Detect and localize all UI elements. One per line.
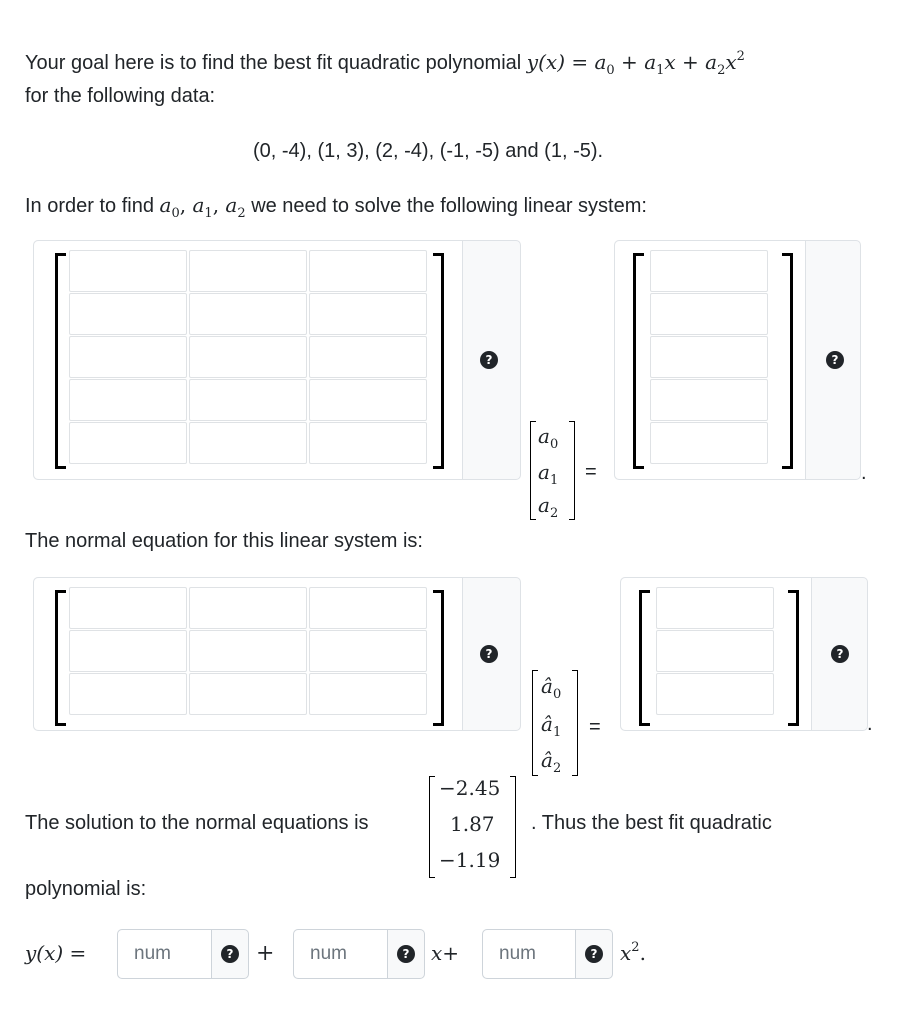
matrix-a-cell-0-0[interactable]	[69, 250, 187, 292]
normal-rhs-cell-1-0[interactable]	[656, 630, 774, 672]
plus-sign: +	[256, 941, 275, 966]
matrix-a-cell-3-0[interactable]	[69, 379, 187, 421]
intro-line-2: for the following data:	[25, 85, 216, 107]
matrix-a-cell-1-0[interactable]	[69, 293, 187, 335]
help-icon[interactable]: ?	[480, 645, 498, 663]
normal-matrix-cell-1-2[interactable]	[309, 630, 427, 672]
vector-a-hat-0: $â_0$	[541, 674, 562, 702]
normal-equation-label: The normal equation for this linear system is:	[25, 530, 423, 552]
help-icon[interactable]: ?	[480, 351, 498, 369]
normal-matrix-cell-0-2[interactable]	[309, 587, 427, 629]
vector-b-cell-0-0[interactable]	[650, 250, 768, 292]
matrix-a-cell-1-2[interactable]	[309, 293, 427, 335]
matrix-a-cell-4-0[interactable]	[69, 422, 187, 464]
solution-value-2: −1.19	[439, 848, 501, 872]
x-plus: x+	[431, 941, 460, 965]
matrix-a-cell-2-2[interactable]	[309, 336, 427, 378]
coefficient-a1-field	[293, 929, 425, 979]
period: .	[867, 713, 873, 735]
coefficient-a2-field	[482, 929, 613, 979]
system-prompt-before: In order to find	[25, 195, 154, 217]
system-prompt-after: we need to solve the following linear system:	[251, 195, 647, 217]
matrix-a-cell-2-1[interactable]	[189, 336, 307, 378]
polynomial-lhs: y(x) =	[25, 941, 87, 965]
normal-matrix-cell-0-0[interactable]	[69, 587, 187, 629]
solution-value-0: −2.45	[439, 776, 501, 800]
period: .	[861, 462, 867, 484]
x-squared: $x^2$.	[620, 940, 646, 965]
matrix-a-cell-4-1[interactable]	[189, 422, 307, 464]
system-prompt	[25, 193, 647, 221]
matrix-a-cell-0-1[interactable]	[189, 250, 307, 292]
normal-matrix-cell-1-0[interactable]	[69, 630, 187, 672]
intro-text: Your goal here is to find the best fit quadratic polynomial	[25, 52, 522, 74]
matrix-a-cell-4-2[interactable]	[309, 422, 427, 464]
matrix-a-cell-1-1[interactable]	[189, 293, 307, 335]
vector-a1: $a_1$	[538, 460, 559, 488]
normal-matrix-cell-2-1[interactable]	[189, 673, 307, 715]
normal-rhs-cell-2-0[interactable]	[656, 673, 774, 715]
solution-text-line2: polynomial is:	[25, 878, 147, 900]
matrix-a-cell-2-0[interactable]	[69, 336, 187, 378]
polynomial-formula: $y(x) = a_0 + a_1x + a_2x^2$	[526, 49, 745, 78]
equals-sign: =	[589, 716, 601, 738]
data-points: (0, -4), (1, 3), (2, -4), (-1, -5) and (1, -5).	[253, 140, 604, 162]
matrix-a-cell-3-2[interactable]	[309, 379, 427, 421]
normal-matrix-cell-1-1[interactable]	[189, 630, 307, 672]
vector-a-hat-2: $â_2$	[541, 748, 562, 776]
vector-b-cell-3-0[interactable]	[650, 379, 768, 421]
help-icon[interactable]: ?	[585, 945, 603, 963]
normal-rhs-cell-0-0[interactable]	[656, 587, 774, 629]
coefficient-a0-input[interactable]: num	[118, 930, 212, 978]
normal-matrix-cell-0-1[interactable]	[189, 587, 307, 629]
solution-text-after: . Thus the best fit quadratic	[531, 812, 772, 834]
vector-b-cell-1-0[interactable]	[650, 293, 768, 335]
coefficient-a0-field	[117, 929, 249, 979]
coefficient-a2-input[interactable]: num	[483, 930, 576, 978]
solution-value-1: 1.87	[450, 812, 495, 836]
help-icon[interactable]: ?	[221, 945, 239, 963]
vector-b-cell-2-0[interactable]	[650, 336, 768, 378]
normal-matrix-cell-2-2[interactable]	[309, 673, 427, 715]
help-icon[interactable]: ?	[831, 645, 849, 663]
coefficient-list: $a_0$, $a_1$, $a_2$	[159, 193, 246, 221]
coefficient-a1-input[interactable]: num	[294, 930, 388, 978]
matrix-a-cell-3-1[interactable]	[189, 379, 307, 421]
solution-text: The solution to the normal equations is	[25, 812, 369, 834]
help-icon[interactable]: ?	[826, 351, 844, 369]
vector-b-cell-4-0[interactable]	[650, 422, 768, 464]
vector-a-hat-1: $â_1$	[541, 712, 562, 740]
vector-a2: $a_2$	[538, 493, 559, 521]
vector-a0: $a_0$	[538, 424, 559, 452]
matrix-a-cell-0-2[interactable]	[309, 250, 427, 292]
equals-sign: =	[585, 461, 597, 483]
help-icon[interactable]: ?	[397, 945, 415, 963]
normal-matrix-cell-2-0[interactable]	[69, 673, 187, 715]
intro-line-1	[25, 49, 745, 78]
